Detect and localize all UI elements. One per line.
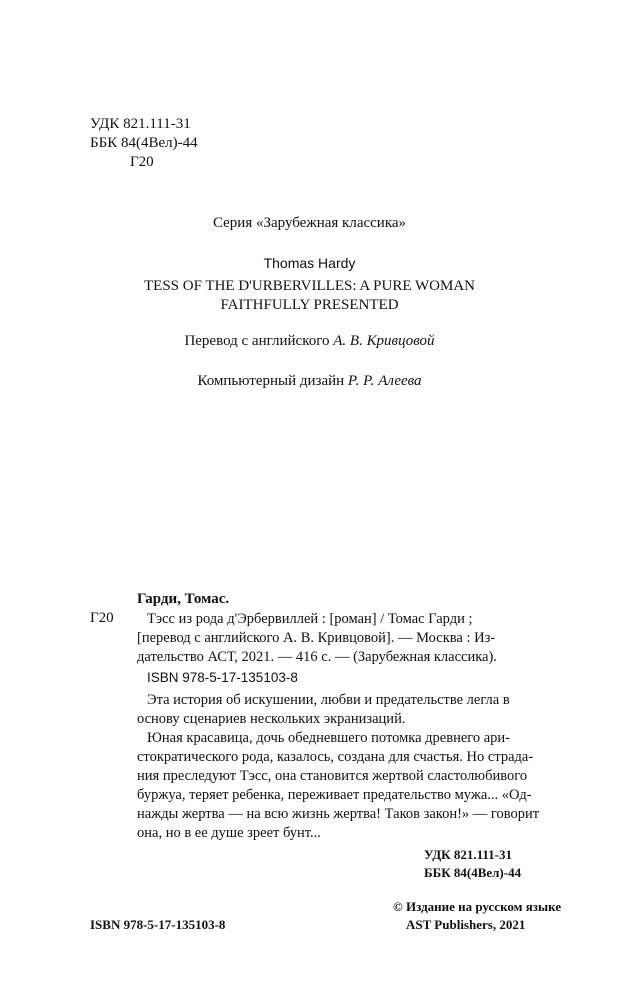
design-prefix: Компьютерный дизайн <box>197 373 348 389</box>
catalog-entry-line: дательство АСТ, 2021. — 416 с. — (Зарубежная классика). <box>137 649 497 665</box>
author-mark-top: Г20 <box>130 154 154 170</box>
catalog-entry <box>137 610 497 667</box>
design-credit <box>0 373 619 390</box>
designer-name: Р. Р. Алеева <box>347 373 422 389</box>
original-author: Thomas Hardy <box>263 255 356 271</box>
annotation-line: основу сценариев нескольких экранизаций. <box>137 711 406 727</box>
annotation-line: ния преследуют Тэсс, она становится жертвой сластолюбивого <box>137 768 528 784</box>
annotation-paragraph-2 <box>137 729 539 843</box>
catalog-author: Гарди, Томас. <box>137 591 230 607</box>
translation-prefix: Перевод с английского <box>184 333 334 349</box>
annotation-line: буржуа, теряет ребенка, переживает предательство мужа... «Од- <box>137 787 532 803</box>
annotation-line: она, но в ее душе зреет бунт... <box>137 825 321 841</box>
catalog-bbk: ББК 84(4Вел)-44 <box>424 865 522 880</box>
catalog-isbn: ISBN 978-5-17-135103-8 <box>147 670 298 685</box>
catalog-entry-line: Тэсс из рода д'Эрбервиллей : [роман] / Томас Гарди ; <box>147 611 473 627</box>
catalog-entry-line: [перевод с английского А. В. Кривцовой]. — Москва : Из- <box>137 630 496 646</box>
catalog-udk: УДК 821.111-31 <box>424 847 512 862</box>
annotation-line: Юная красавица, дочь обедневшего потомка древнего ари- <box>147 730 511 746</box>
footer-isbn: ISBN 978-5-17-135103-8 <box>90 917 226 932</box>
copyright-line1: © Издание на русском языке <box>393 899 562 914</box>
translation-credit <box>0 333 619 350</box>
annotation-line: стократического рода, казалось, создана для счастья. Но страда- <box>137 749 534 765</box>
original-title-line1: TESS OF THE D'URBERVILLES: A PURE WOMAN <box>144 278 475 294</box>
udk-code-top: УДК 821.111-31 <box>90 116 191 132</box>
bbk-code-top: ББК 84(4Вел)-44 <box>90 135 198 151</box>
annotation-paragraph-1 <box>137 691 510 729</box>
series-title: Серия «Зарубежная классика» <box>212 215 407 231</box>
annotation-line: нажды жертва — на всю жизнь жертва! Таков закон!» — говорит <box>137 806 540 822</box>
translator-name: А. В. Кривцовой <box>333 333 435 349</box>
annotation-line: Эта история об искушении, любви и предательстве легла в <box>147 692 510 708</box>
copyright-line2: AST Publishers, 2021 <box>406 917 526 932</box>
original-title-line2: FAITHFULLY PRESENTED <box>220 297 399 313</box>
catalog-mark: Г20 <box>90 610 114 626</box>
